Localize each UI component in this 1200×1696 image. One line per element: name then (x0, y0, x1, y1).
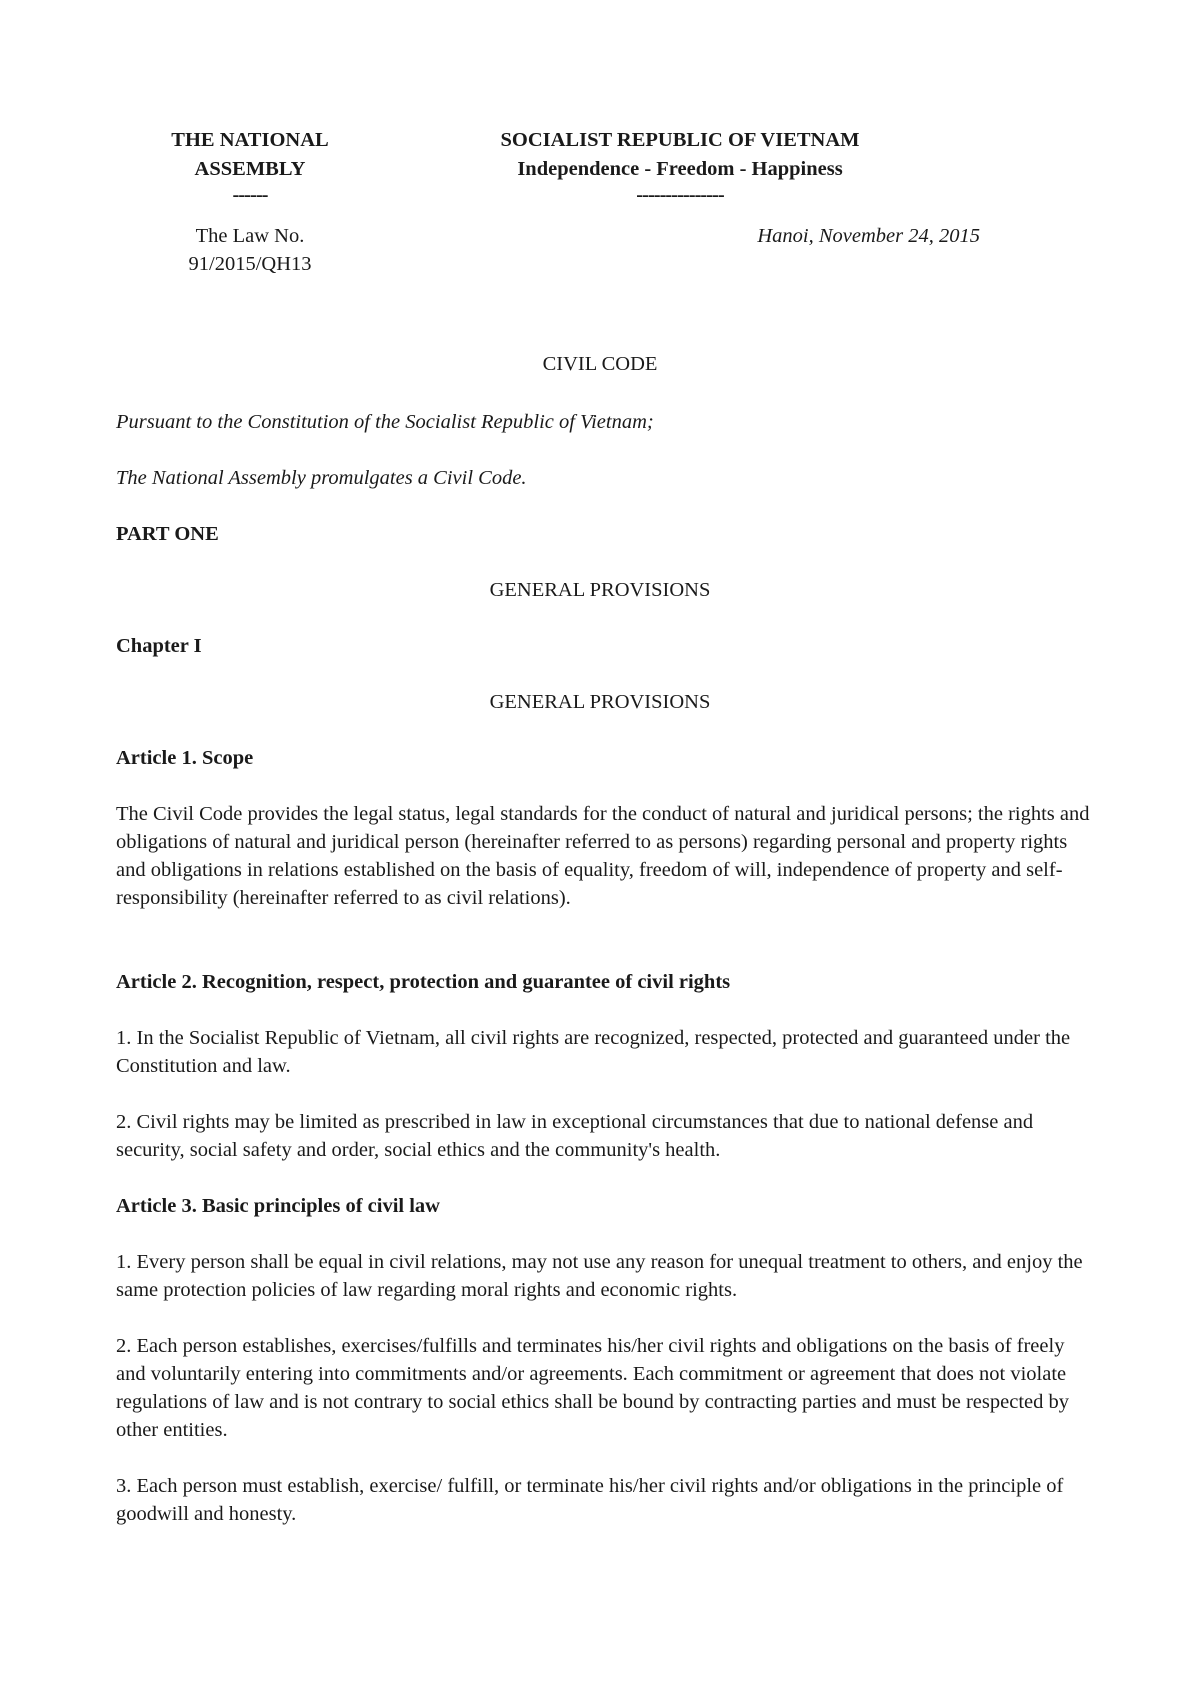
motto: Independence - Freedom - Happiness (517, 158, 843, 180)
issuer-line-1: THE NATIONAL (171, 129, 329, 151)
article-3-paragraph-2: 2. Each person establishes, exercises/fulfills and terminates his/her civil rights and obligations on the basis of freely and voluntarily entering into commitments and/or agreements. Each commitment or agreement that does not violate regulations of law and is not contrary to social ethics shall be bound by contracting parties and must be respected by other entities. (116, 1335, 1069, 1441)
law-number-line-2: 91/2015/QH13 (188, 253, 312, 275)
article-3-heading: Article 3. Basic principles of civil law (116, 1195, 440, 1217)
chapter-heading: Chapter I (116, 635, 202, 657)
article-2-heading: Article 2. Recognition, respect, protection and guarantee of civil rights (116, 971, 731, 993)
preamble-line-1: Pursuant to the Constitution of the Socialist Republic of Vietnam; (116, 411, 654, 433)
part-heading: PART ONE (116, 523, 219, 545)
issue-date: Hanoi, November 24, 2015 (757, 225, 980, 247)
document-title: CIVIL CODE (542, 353, 658, 375)
chapter-title: GENERAL PROVISIONS (489, 691, 711, 713)
article-2-paragraph-2: 2. Civil rights may be limited as prescribed in law in exceptional circumstances that due to national defense and security, social safety and order, social ethics and the community's health. (116, 1111, 1034, 1161)
preamble-line-2: The National Assembly promulgates a Civil Code. (116, 467, 527, 489)
law-number (150, 222, 350, 278)
article-2-paragraph-1: 1. In the Socialist Republic of Vietnam, all civil rights are recognized, respected, protected and guaranteed under the Constitution and law. (116, 1027, 1071, 1077)
article-3-paragraph-3: 3. Each person must establish, exercise/ fulfill, or terminate his/her civil rights and/or obligations in the principle of goodwill and honesty. (116, 1475, 1064, 1525)
country-name: SOCIALIST REPUBLIC OF VIETNAM (500, 129, 860, 151)
issuer-rule: ------ (232, 184, 268, 206)
article-1-paragraph-1: The Civil Code provides the legal status, legal standards for the conduct of natural and juridical persons; the rights and obligations of natural and juridical person (hereinafter referred to as persons) regarding personal and property rights and obligations in relations established on the basis of equality, freedom of will, independence of property and self-responsibility (hereinafter referred to as civil relations). (116, 803, 1090, 909)
motto-rule: --------------- (636, 184, 724, 206)
article-3-paragraph-1: 1. Every person shall be equal in civil relations, may not use any reason for unequal treatment to others, and enjoy the same protection policies of law regarding moral rights and economic rights. (116, 1251, 1083, 1301)
law-number-line-1: The Law No. (195, 225, 305, 247)
issuer-block (130, 126, 370, 206)
article-1-heading: Article 1. Scope (116, 747, 254, 769)
issuer-line-2: ASSEMBLY (194, 158, 306, 180)
national-title-block (420, 126, 940, 206)
part-title: GENERAL PROVISIONS (489, 579, 711, 601)
